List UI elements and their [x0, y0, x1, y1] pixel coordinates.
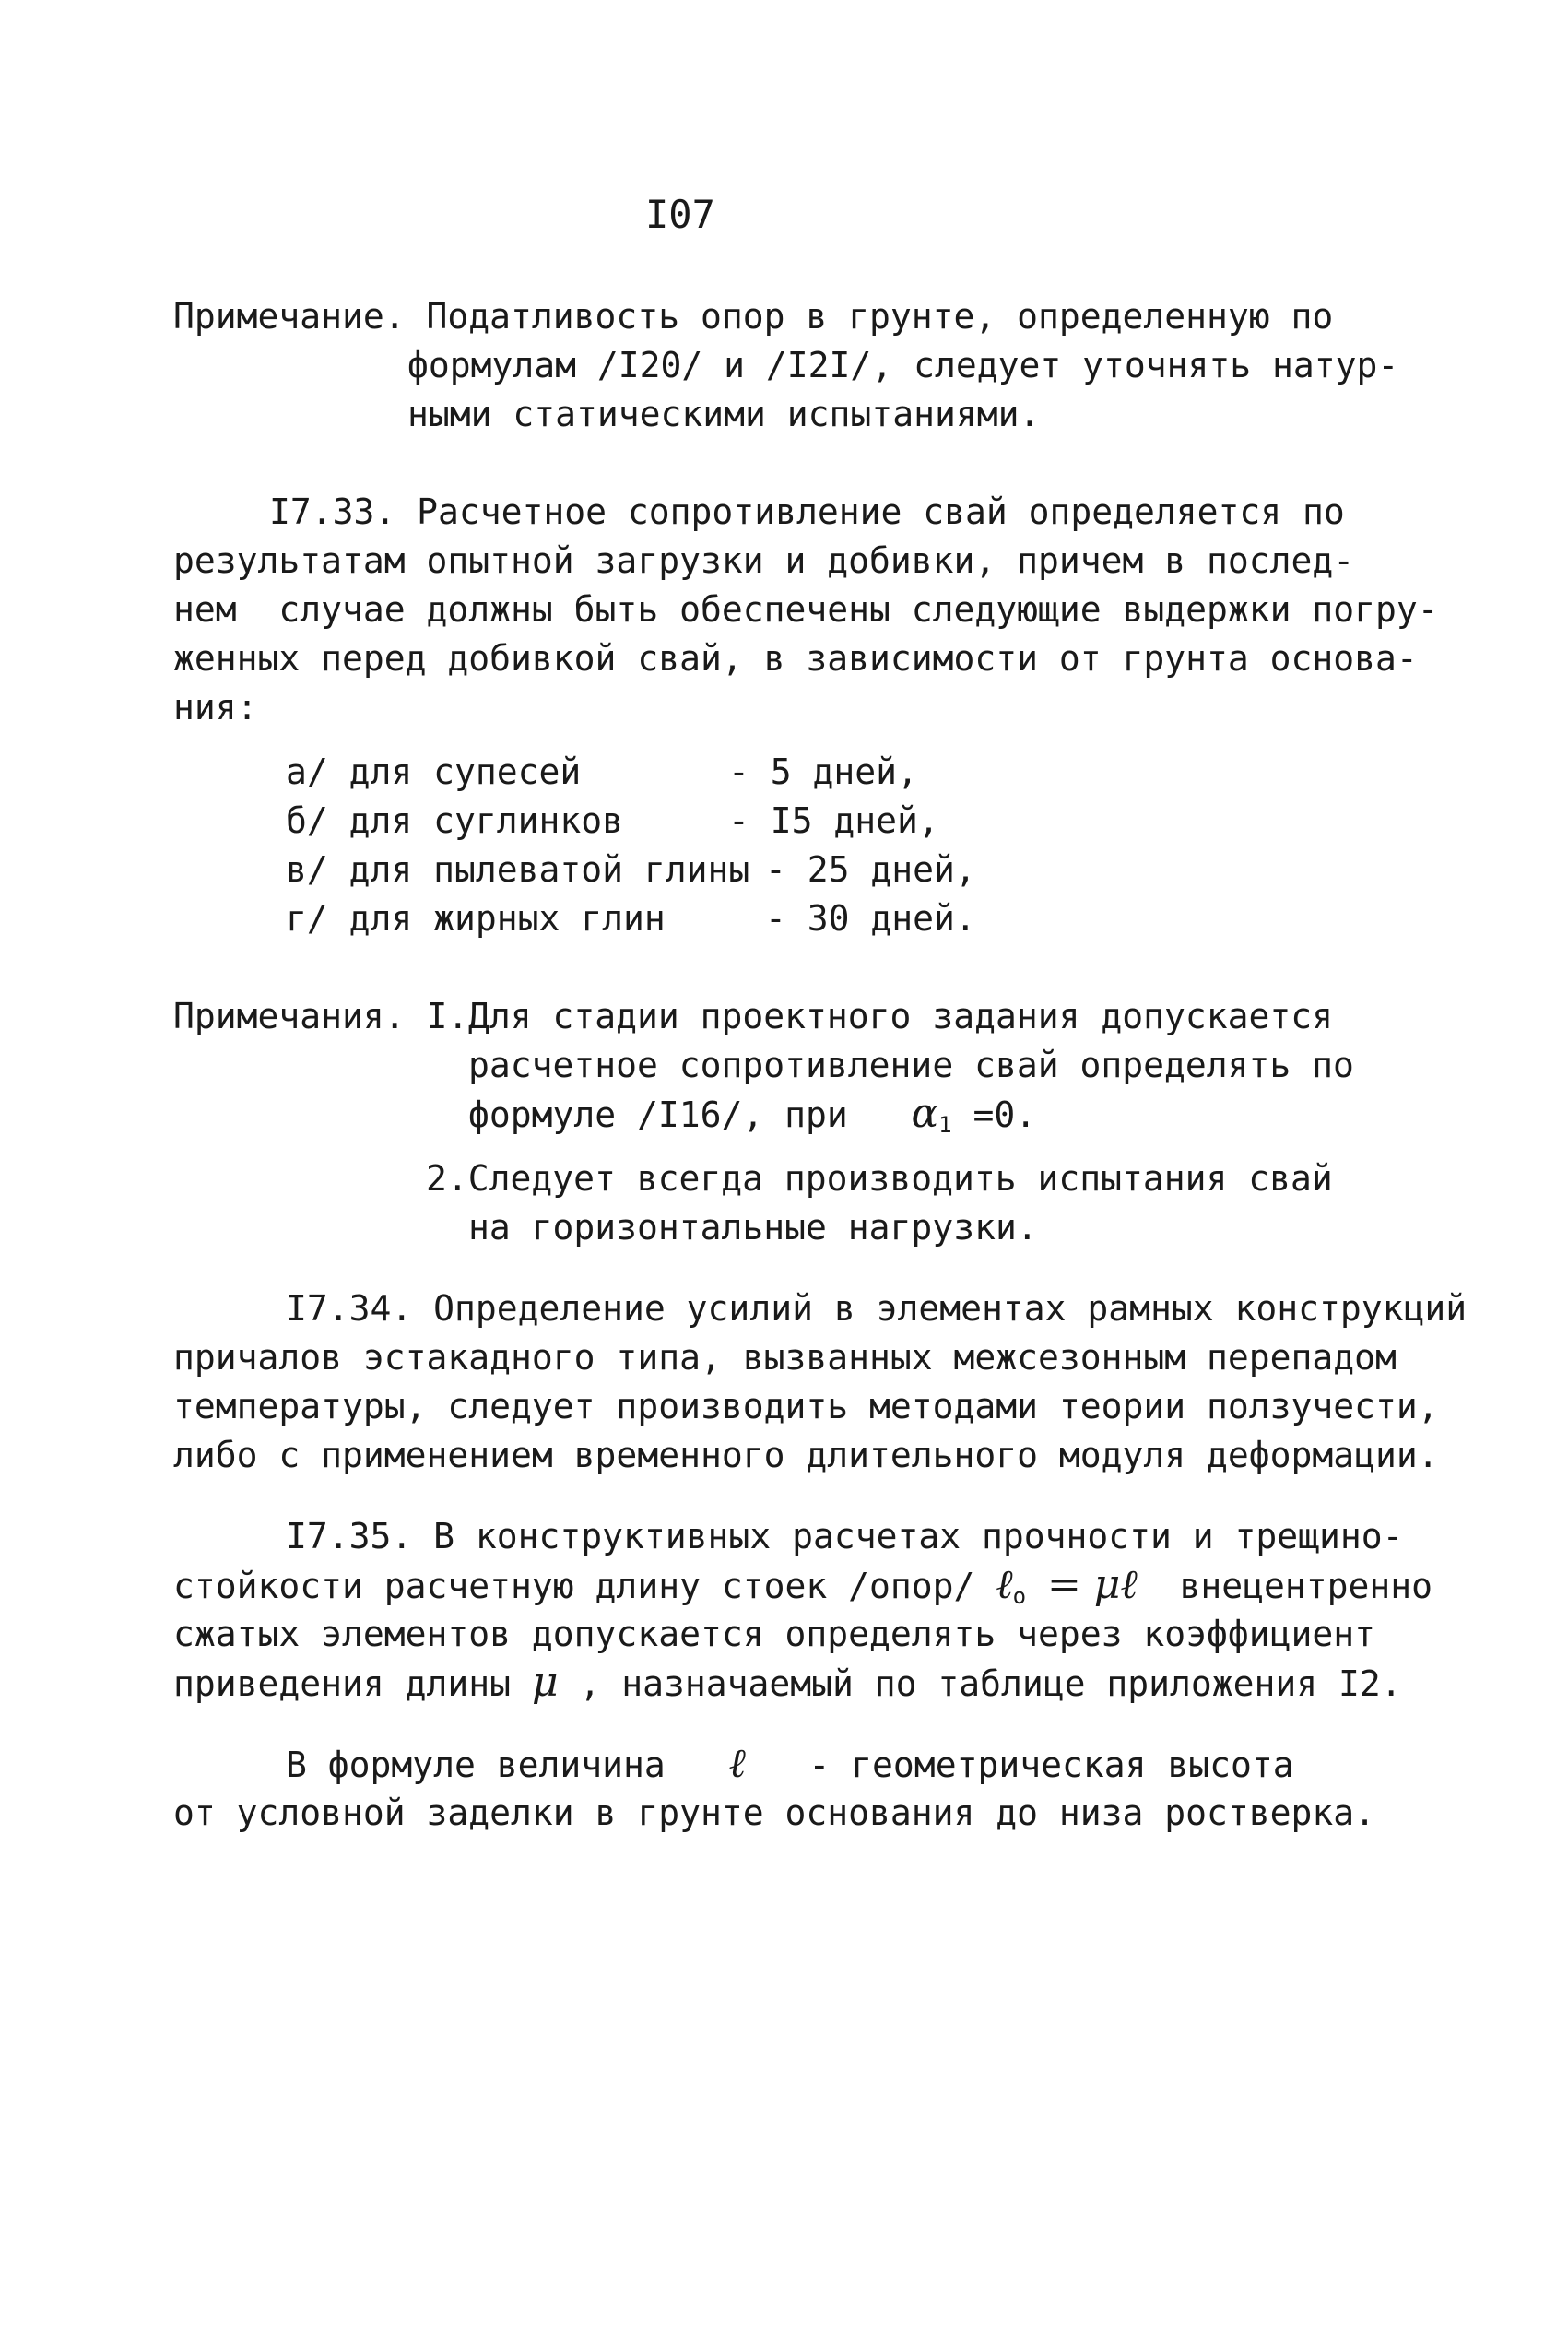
notes2-n2-line-2: на горизонтальные нагрузки.	[468, 1207, 1038, 1248]
list-item-label: в/ для пылеватой глины	[286, 849, 750, 890]
alpha-symbol: α	[911, 1090, 939, 1137]
formula-rest: =0.	[973, 1095, 1037, 1135]
l-symbol: ℓ	[996, 1561, 1013, 1608]
notes2-n1-line-2: расчетное сопротивление свай определять по	[468, 1045, 1354, 1085]
p1733-line-5: ния:	[173, 687, 258, 728]
formula-note-line-2: от условной заделки в грунте основания до низа ростверка.	[173, 1793, 1376, 1833]
p1735-line-4	[173, 1660, 1402, 1707]
formula-note-text: В формуле величина	[286, 1745, 666, 1785]
p1735-line-2-text: стойкости расчетную длину стоек /опор/	[173, 1566, 975, 1606]
formula-mu-l: = μℓ	[1046, 1561, 1138, 1608]
list-item-label: а/ для супесей	[286, 751, 582, 792]
list-item-value: - 25 дней,	[765, 849, 976, 890]
note1-line-3: ными статическими испытаниями.	[407, 394, 1041, 434]
note1-line-1: Примечание. Податливость опор в грунте, определенную по	[173, 296, 1334, 337]
p1735-line-4-tail: , назначаемый по таблице приложения I2.	[579, 1663, 1402, 1704]
p1733-line-4: женных перед добивкой свай, в зависимости от грунта основа-	[173, 638, 1418, 679]
mu-symbol: μ	[531, 1659, 559, 1706]
alpha-subscript: 1	[938, 1112, 952, 1138]
p1734-line-3: температуры, следует производить методами теории ползучести,	[173, 1386, 1439, 1426]
p1734-line-1: I7.34. Определение усилий в элементах рамных конструкций	[286, 1288, 1468, 1329]
list-item-value: - 5 дней,	[728, 751, 918, 792]
list-item-value: - I5 дней,	[728, 800, 939, 841]
p1733-line-1: I7.33. Расчетное сопротивление свай определяется по	[269, 491, 1345, 532]
notes2-n1-line-3	[468, 1091, 1036, 1148]
p1735-line-4-text: приведения длины	[173, 1663, 512, 1704]
p1735-line-3: сжатых элементов допускается определять через коэффициент	[173, 1614, 1376, 1654]
notes2-n1-line-1: Для стадии проектного задания допускается	[468, 996, 1333, 1036]
notes2-n2-line-1: 2.Следует всегда производить испытания свай	[426, 1158, 1333, 1199]
page-number: I07	[645, 192, 715, 237]
p1735-line-2-tail: внецентренно	[1179, 1566, 1433, 1606]
p1734-line-4: либо с применением временного длительного модуля деформации.	[173, 1435, 1439, 1475]
notes2-n1-line-3-text: формуле /I16/, при	[468, 1095, 848, 1135]
formula-note-tail: - геометрическая высота	[808, 1745, 1294, 1785]
formula-note-line-1	[286, 1741, 1294, 1788]
notes2-lead: Примечания. I.	[173, 996, 469, 1036]
p1733-line-3: нем случае должны быть обеспечены следующие выдержки погру-	[173, 589, 1439, 630]
p1734-line-2: причалов эстакадного типа, вызванных межсезонным перепадом	[173, 1337, 1397, 1378]
note1-line-2: формулам /I20/ и /I2I/, следует уточнять натур-	[407, 345, 1399, 385]
list-item-label: б/ для суглинков	[286, 800, 624, 841]
list-item-label: г/ для жирных глин	[286, 898, 666, 939]
l-subscript: o	[1012, 1583, 1027, 1609]
l-symbol: ℓ	[728, 1740, 746, 1787]
p1735-line-1: I7.35. В конструктивных расчетах прочности и трещино-	[286, 1516, 1404, 1556]
list-item-value: - 30 дней.	[765, 898, 976, 939]
p1733-line-2: результатам опытной загрузки и добивки, причем в послед-	[173, 540, 1355, 581]
